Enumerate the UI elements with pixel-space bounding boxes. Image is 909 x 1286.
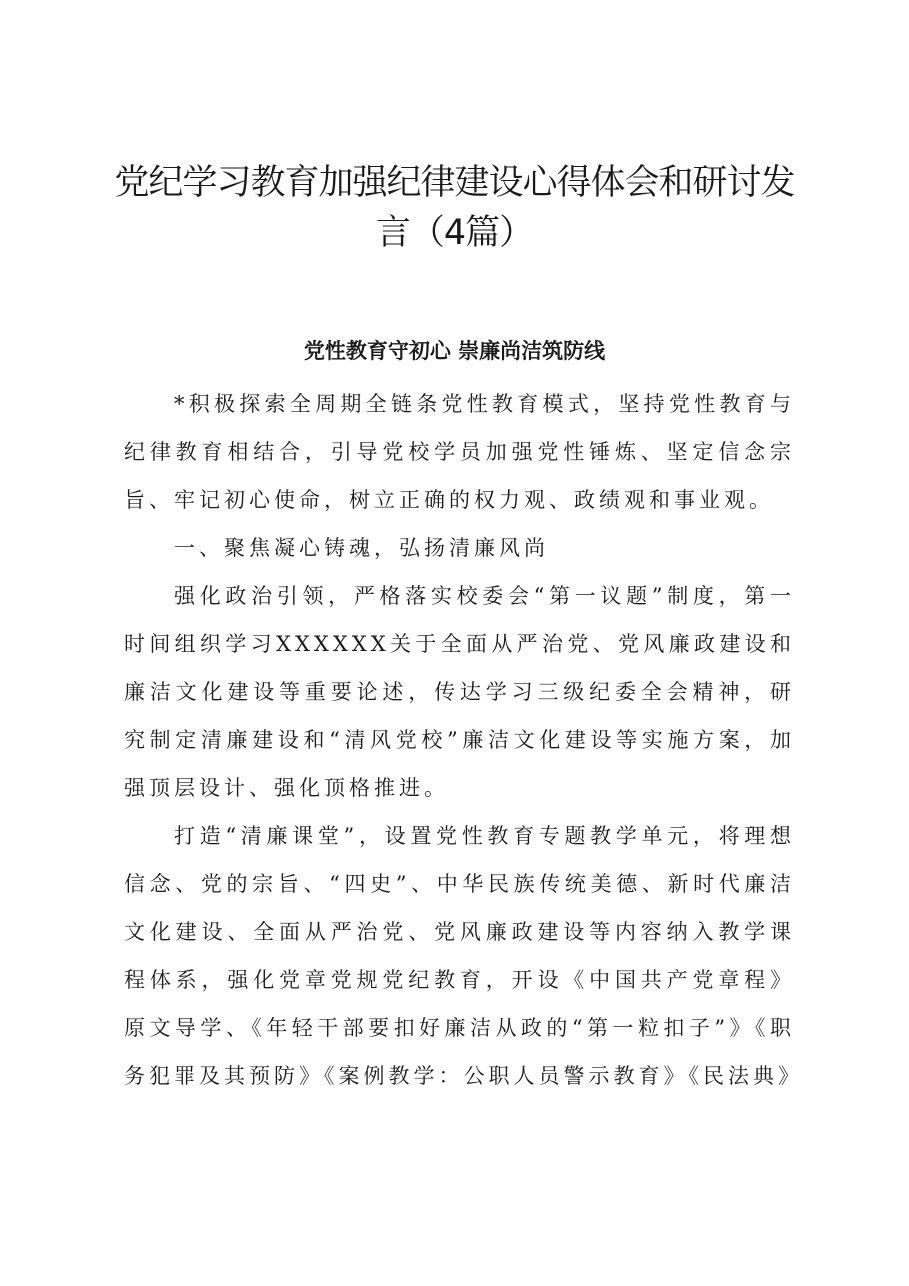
article-subtitle: 党性教育守初心 崇廉尚洁筑防线 — [303, 339, 606, 363]
paragraph: 强化政治引领，严格落实校委会“第一议题”制度，第一时间组织学习XXXXXX关于全面从严治党、党风廉政建设和廉洁文化建设等重要论述，传达学习三级纪委全会精神，研究制定清廉建设和“清风党校”廉洁文化建设等实施方案，加强顶层设计、强化顶格推进。 — [124, 584, 795, 800]
section-heading: 一、聚焦凝心铸魂，弘扬清廉风尚 — [174, 536, 549, 560]
article-body — [124, 380, 803, 1100]
paragraph: 打造“清廉课堂”，设置党性教育专题教学单元，将理想信念、党的宗旨、“四史”、中华民族传统美德、新时代廉洁文化建设、全面从严治党、党风廉政建设等内容纳入教学课程体系，强化党章党规党纪教育，开设《中国共产党章程》原文导学、《年轻干部要扣好廉洁从政的“第一粒扣子”》《职务犯罪及其预防》《案例教学：公职人员警示教育》《民法典》 — [124, 824, 803, 1088]
paragraph-intro: *积极探索全周期全链条党性教育模式，坚持党性教育与纪律教育相结合，引导党校学员加强党性锤炼、坚定信念宗旨、牢记初心使命，树立正确的权力观、政绩观和事业观。 — [124, 392, 795, 512]
document-title: 党纪学习教育加强纪律建设心得体会和研讨发言（4篇） — [114, 163, 795, 253]
